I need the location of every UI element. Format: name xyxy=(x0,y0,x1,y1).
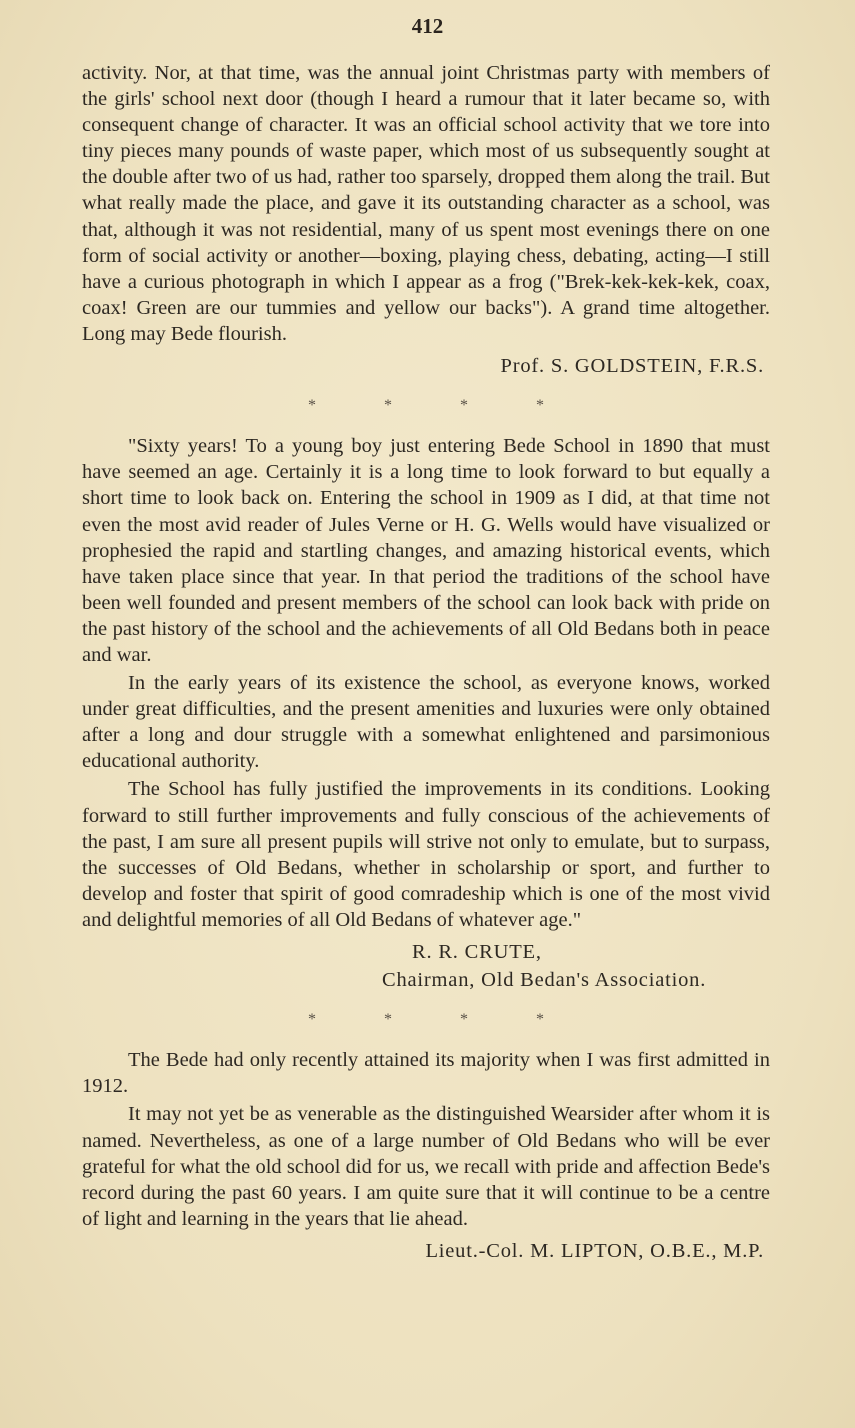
article-body xyxy=(82,60,770,1264)
crute-signature-name: R. R. CRUTE, xyxy=(412,941,542,963)
divider-star: * xyxy=(536,1011,544,1029)
divider-star: * xyxy=(460,397,468,415)
divider-star: * xyxy=(536,397,544,415)
goldstein-signature: Prof. S. GOLDSTEIN, F.R.S. xyxy=(500,355,764,378)
divider-star: * xyxy=(308,1011,316,1029)
divider-star: * xyxy=(460,1011,468,1029)
lipton-paragraph-2: It may not yet be as venerable as the distinguished Wearsider after whom it is named. Nevertheless, as one of a large number of Old Bedans who will be ever grateful for what the old school did for us, we recall with pride and affection Bede's record during the past 60 years. I am quite sure that it will continue to be a centre of light and learning in the years that lie ahead. xyxy=(82,1103,770,1230)
divider-star: * xyxy=(384,1011,392,1029)
section-divider-2 xyxy=(82,1007,770,1033)
section-divider-1 xyxy=(82,393,770,419)
divider-star: * xyxy=(384,397,392,415)
page-number: 412 xyxy=(411,14,444,38)
crute-paragraph-1: "Sixty years! To a young boy just entering Bede School in 1890 that must have seemed an age. Certainly it is a long time to look forward to but equally a short time to look back on. Entering the school in 1909 as I did, at that time not even the most avid reader of Jules Verne or H. G. Wells would have visualized or prophesied the rapid and startling changes, and amazing historical events, which have taken place since that year. In that period the traditions of the school have been well founded and present members of the school can look back with pride on the past history of the school and the achievements of all Old Bedans both in peace and war. xyxy=(82,435,770,666)
crute-paragraph-3: The School has fully justified the improvements in its conditions. Looking forward to still further improvements and fully conscious of the achievements of the past, I am sure all present pupils will strive not only to emulate, but to surpass, the successes of Old Bedans, whether in scholarship or sport, and further to develop and foster that spirit of good comradeship which is one of the most vivid and delightful memories of all Old Bedans of whatever age." xyxy=(82,778,770,931)
lipton-signature: Lieut.-Col. M. LIPTON, O.B.E., M.P. xyxy=(425,1239,764,1262)
lipton-paragraph-1: The Bede had only recently attained its majority when I was first admitted in 1912. xyxy=(82,1049,770,1098)
divider-star: * xyxy=(308,397,316,415)
goldstein-paragraph: activity. Nor, at that time, was the annual joint Christmas party with members of the girls' school next door (though I heard a rumour that it later became so, with consequent change of character. It was an official school activity that we tore into tiny pieces many pounds of waste paper, which most of us subsequently sought at the double after two of us had, rather too sparsely, dropped them along the trail. But what really made the place, and gave it its outstanding character as a school, was that, although it was not residential, many of us spent most evenings there on one form of social activity or another—boxing, playing chess, debating, acting—I still have a curious photograph in which I appear as a frog ("Brek-kek-kek-kek, coax, coax! Green are our tummies and yellow our backs"). A grand time altogether. Long may Bede flourish. xyxy=(82,62,770,345)
crute-paragraph-2: In the early years of its existence the school, as everyone knows, worked under great difficulties, and the present amenities and luxuries were only obtained after a long and dour struggle with a somewhat enlightened and parsimonious educational authority. xyxy=(82,672,770,773)
crute-signature-title: Chairman, Old Bedan's Association. xyxy=(382,969,707,992)
